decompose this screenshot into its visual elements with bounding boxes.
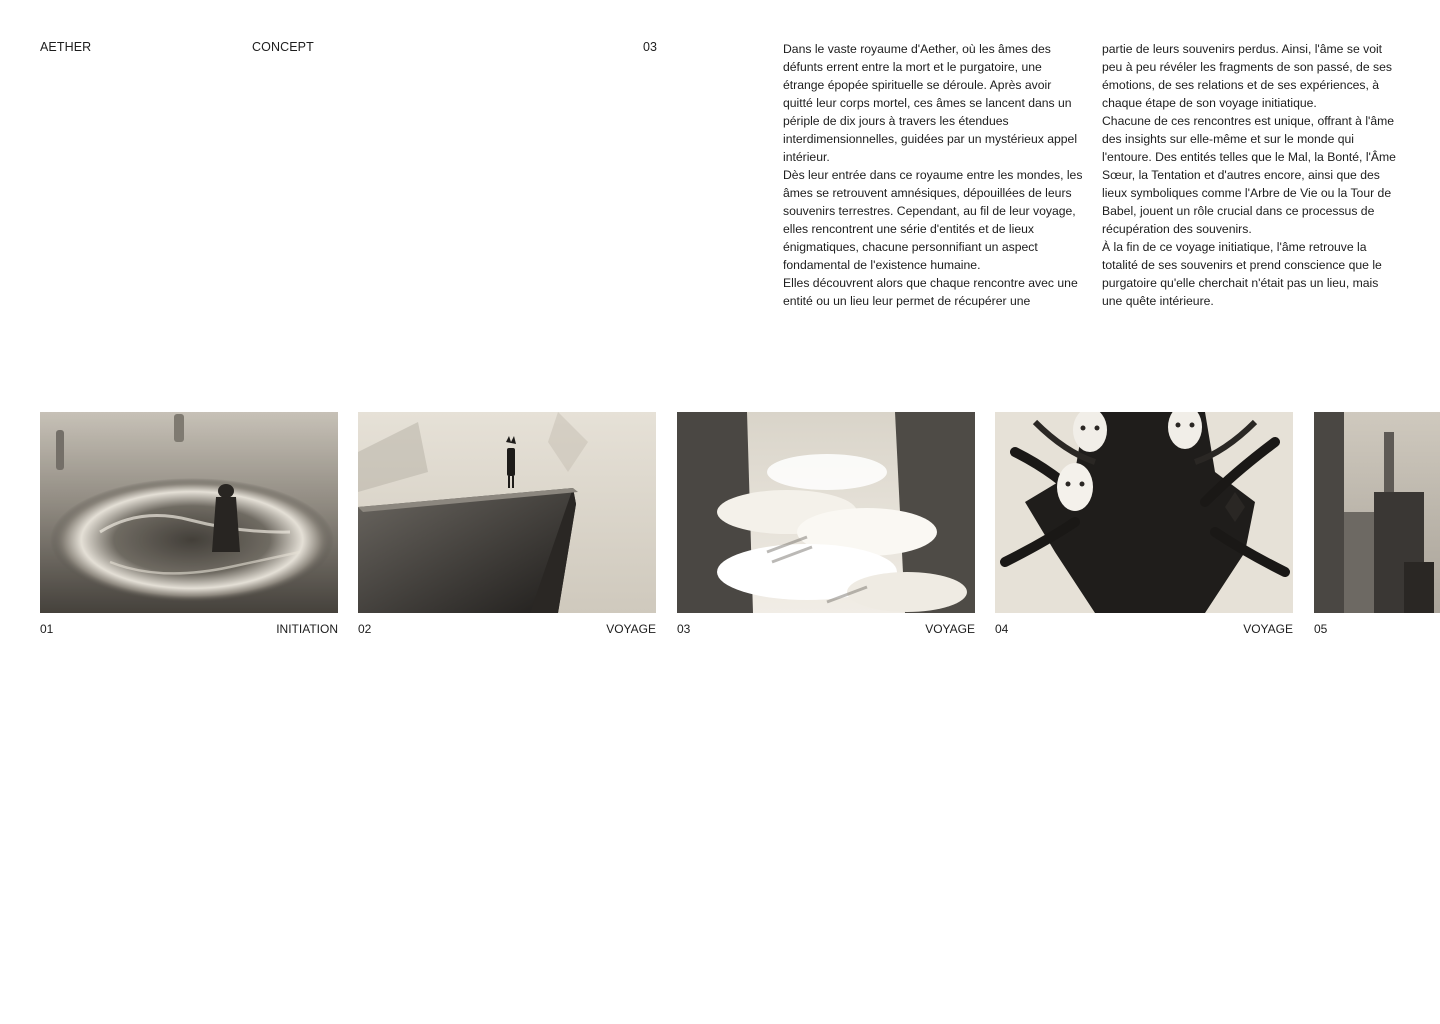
card-number: 05: [1314, 622, 1328, 636]
card-caption: [1314, 622, 1440, 638]
card-label: VOYAGE: [606, 622, 656, 636]
text-column-1: [783, 40, 1083, 310]
gallery-card[interactable]: [358, 412, 656, 638]
paragraph: Chacune de ces rencontres est unique, offrant à l'âme des insights sur elle-même et sur le monde qui l'entoure. Des entités telles que le Mal, la Bonté, l'Âme Sœur, la Tentation et d'autres encore, ainsi que des lieux symboliques comme l'Arbre de Vie ou la Tour de Babel, jouent un rôle crucial dans ce processus de récupération des souvenirs.: [1102, 114, 1396, 236]
card-number: 03: [677, 622, 691, 636]
paragraph: À la fin de ce voyage initiatique, l'âme retrouve la totalité de ses souvenirs et prend conscience que le purgatoire qu'elle cherchait n'était pas un lieu, mais une quête intérieure.: [1102, 240, 1382, 308]
gallery-card[interactable]: [1314, 412, 1440, 638]
ruined-towers-illustration[interactable]: [1314, 412, 1440, 613]
section-title: CONCEPT: [252, 40, 314, 54]
card-label: VOYAGE: [1243, 622, 1293, 636]
paragraph: Elles découvrent alors que chaque rencontre avec une entité ou un lieu leur permet de récupérer une: [783, 276, 1078, 308]
brand-title[interactable]: AETHER: [40, 40, 92, 54]
card-number: 01: [40, 622, 54, 636]
card-caption: [358, 622, 656, 638]
page-number: 03: [643, 40, 658, 54]
paragraph: Dès leur entrée dans ce royaume entre les mondes, les âmes se retrouvent amnésiques, dépouillées de leurs souvenirs terrestres. Cependant, au fil de leur voyage, elles rencontrent une série d'entités et de lieux énigmatiques, chacune personnifiant un aspect fondamental de l'existence humaine.: [783, 168, 1083, 272]
gallery-card[interactable]: [995, 412, 1293, 638]
card-caption: [40, 622, 338, 638]
card-caption: [677, 622, 975, 638]
card-number: 02: [358, 622, 372, 636]
card-number: 04: [995, 622, 1009, 636]
clouds-between-towers-illustration[interactable]: [677, 412, 975, 613]
card-label: VOYAGE: [925, 622, 975, 636]
gallery-card[interactable]: [677, 412, 975, 638]
masked-entities-illustration[interactable]: [995, 412, 1293, 613]
text-column-2: [1102, 40, 1402, 310]
card-caption: [995, 622, 1293, 638]
card-label: INITIATION: [276, 622, 338, 636]
paragraph: Dans le vaste royaume d'Aether, où les âmes des défunts errent entre la mort et le purgatoire, une étrange épopée spirituelle se déroule. Après avoir quitté leur corps mortel, ces âmes se lancent dans un périple de dix jours à travers les étendues interdimensionnelles, guidées par un mystérieux appel intérieur.: [783, 42, 1078, 164]
gallery-strip[interactable]: [0, 412, 1440, 652]
figure-in-swirl-illustration[interactable]: [40, 412, 338, 613]
cliff-edge-figure-illustration[interactable]: [358, 412, 656, 613]
paragraph: partie de leurs souvenirs perdus. Ainsi, l'âme se voit peu à peu révéler les fragments de son passé, de ses émotions, de ses relations et de ses expériences, à chaque étape de son voyage initiatique.: [1102, 42, 1392, 110]
gallery-card[interactable]: [40, 412, 338, 638]
